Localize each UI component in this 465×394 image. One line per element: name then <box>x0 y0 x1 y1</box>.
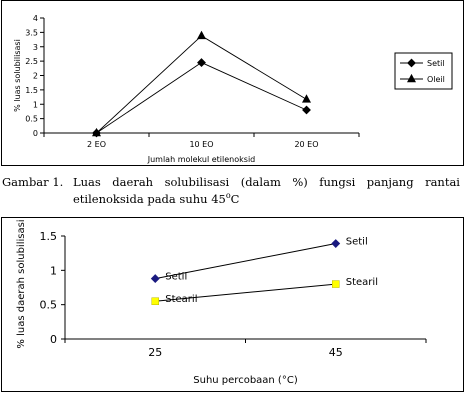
data-label-setil: Setil <box>165 271 188 283</box>
caption-text-unit: C <box>230 192 240 206</box>
figure-1-caption <box>2 174 460 208</box>
y-tick-label: 0.5 <box>25 114 38 124</box>
x-tick-label: 10 EO <box>189 140 214 149</box>
caption-text-main: Luas daerah solubilisasi (dalam %) fungsi panjang rantai etilenoksida pada suhu 45 <box>73 175 460 206</box>
caption-label: Gambar 1. <box>2 175 64 189</box>
legend-label-oleil: Oleil <box>427 75 445 84</box>
y-tick-label: 1 <box>50 264 57 278</box>
y-tick-label: 1.5 <box>39 230 57 243</box>
x-axis-title: Jumlah molekul etilenoksid <box>147 155 256 164</box>
data-point-stearil <box>332 281 339 288</box>
y-tick-label: 3.5 <box>25 28 38 38</box>
data-label-setil: Setil <box>345 236 368 248</box>
y-tick-label: 3 <box>32 42 38 52</box>
y-tick-label: 1.5 <box>25 85 38 95</box>
caption-degree-sup: o <box>225 191 231 201</box>
y-tick-label: 0 <box>32 129 38 138</box>
x-axis-title: Suhu percobaan (°C) <box>193 375 298 386</box>
series-line-setil <box>97 63 307 133</box>
series-line-oleil <box>97 36 307 133</box>
y-tick-label: 1 <box>32 100 38 110</box>
data-label-stearil: Stearil <box>165 294 198 306</box>
figure-1-svg <box>2 1 465 167</box>
legend-label-setil: Setil <box>427 59 445 68</box>
figure-2-svg <box>2 218 465 393</box>
data-point-setil <box>151 275 159 283</box>
y-tick-label: 0 <box>50 333 57 346</box>
data-point-setil <box>198 59 206 67</box>
y-tick-label: 4 <box>32 14 38 23</box>
data-point-setil <box>303 106 311 114</box>
y-tick-label: 2.5 <box>25 57 38 67</box>
x-tick-label: 20 EO <box>294 140 319 149</box>
figure-2-chart <box>1 217 464 392</box>
x-tick-label: 45 <box>328 346 343 359</box>
figure-1-chart <box>1 0 464 166</box>
data-point-oleil <box>303 95 311 103</box>
y-tick-label: 0.5 <box>39 298 57 312</box>
y-axis-title: % luas solubilisasi <box>13 39 22 112</box>
caption-text <box>73 174 460 208</box>
data-point-stearil <box>152 298 159 305</box>
data-label-stearil: Stearil <box>345 277 378 289</box>
y-axis-title: % luas daerah solubilisasi <box>16 219 27 349</box>
x-tick-label: 2 EO <box>87 140 106 149</box>
data-point-setil <box>332 240 340 248</box>
data-point-oleil <box>198 31 206 39</box>
x-tick-label: 25 <box>148 346 163 359</box>
y-tick-label: 2 <box>32 71 38 81</box>
